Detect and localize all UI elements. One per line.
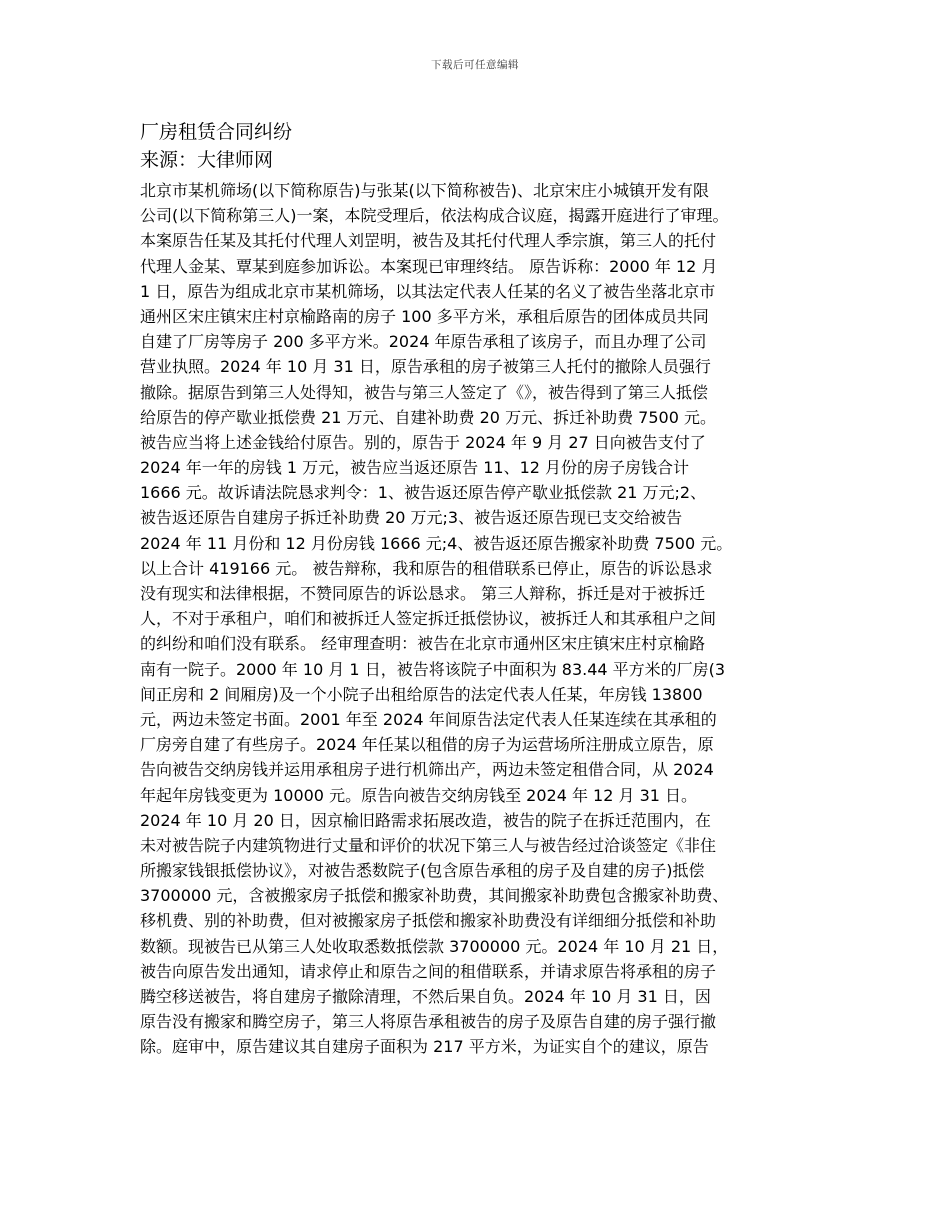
text-line: 的纠纷和咱们没有联系。 经审理查明：被告在北京市通州区宋庄镇宋庄村京榆路 [140,634,706,654]
text-line: 元，两边未签定书面。2001 年至 2024 年间原告法定代表人任某连续在其承租的 [140,709,717,729]
text-line: 1666 元。故诉请法院恳求判令：1、被告返还原告停产歇业抵偿款 21 万元;2、 [140,483,707,503]
text-line: 撤除。据原告到第三人处得知，被告与第三人签定了《》，被告得到了第三人抵偿 [140,382,709,402]
text-line: 北京市某机筛场(以下简称原告)与张某(以下简称被告)、北京宋庄小城镇开发有限 [140,181,709,200]
text-line: 被告向原告发出通知，请求停止和原告之间的租借联系，并请求原告将承租的房子 [140,961,717,981]
text-line: 以上合计 419166 元。 被告辩称，我和原告的租借联系已停止，原告的诉讼恳求 [140,558,713,578]
text-line: 间正房和 2 间厢房)及一个小院子出租给原告的法定代表人任某，年房钱 13800 [140,684,703,704]
text-line: 通州区宋庄镇宋庄村京榆路南的房子 100 多平方米，承租后原告的团体成员共同 [140,306,709,326]
text-line: 移机费、别的补助费，但对被搬家房子抵偿和搬家补助费没有详细细分抵偿和补助 [140,911,717,931]
text-line: 1 日，原告为组成北京市某机筛场，以其法定代表人任某的名义了被告坐落北京市 [140,281,716,301]
text-line: 原告没有搬家和腾空房子，第三人将原告承租被告的房子及原告自建的房子强行撤 [140,1012,717,1032]
text-line: 3700000 元，含被搬家房子抵偿和搬家补助费，其间搬家补助费包含搬家补助费、 [140,886,729,906]
document-paragraph [140,178,820,1060]
text-line: 2024 年一年的房钱 1 万元，被告应当返还原告 11、12 月份的房子房钱合计 [140,458,690,478]
text-line: 厂房旁自建了有些房子。2024 年任某以租借的房子为运营场所注册成立原告，原 [140,735,714,755]
text-line: 南有一院子。2000 年 10 月 1 日，被告将该院子中面积为 83.44 平方米的厂房(3 [140,659,726,679]
document-source: 来源：大律师网 [140,149,274,171]
text-line: 代理人金某、覃某到庭参加诉讼。本案现已审理终结。 原告诉称：2000 年 12 月 [140,256,718,276]
text-line: 本案原告任某及其托付代理人刘罡明，被告及其托付代理人季宗旗，第三人的托付 [140,231,717,251]
text-line: 所搬家钱银抵偿协议》，对被告悉数院子(包含原告承租的房子及自建的房子)抵偿 [140,861,705,881]
text-line: 人，不对于承租户，咱们和被拆迁人签定拆迁抵偿协议，被拆迁人和其承租户之间 [140,609,717,629]
document-body [140,118,820,1060]
document-title: 厂房租赁合同纠纷 [140,121,293,143]
text-line: 告向被告交纳房钱并运用承租房子进行机筛出产，两边未签定租借合同，从 2024 [140,760,714,780]
text-line: 被告返还原告自建房子拆迁补助费 20 万元;3、被告返还原告现已支交给被告 [140,508,683,528]
text-line: 给原告的停产歇业抵偿费 21 万元、自建补助费 20 万元、拆迁补助费 7500 元。 [140,407,716,427]
text-line: 营业执照。2024 年 10 月 31 日，原告承租的房子被第三人托付的撤除人员强行 [140,357,711,377]
text-line: 被告应当将上述金钱给付原告。别的，原告于 2024 年 9 月 27 日向被告支付了 [140,432,706,452]
text-line: 年起年房钱变更为 10000 元。原告向被告交纳房钱至 2024 年 12 月 31 日。 [140,785,698,805]
page-header: 下载后可任意编辑 [431,59,519,71]
text-line: 没有现实和法律根据，不赞同原告的诉讼恳求。 第三人辩称，拆迁是对于被拆迁 [140,584,706,603]
text-line: 未对被告院子内建筑物进行丈量和评价的状况下第三人与被告经过洽谈签定《非住 [140,835,717,855]
text-line: 除。庭审中，原告建议其自建房子面积为 217 平方米，为证实自个的建议，原告 [140,1037,709,1057]
text-line: 2024 年 11 月份和 12 月份房钱 1666 元;4、被告返还原告搬家补助费 7500 元。 [140,533,733,553]
text-line: 2024 年 10 月 20 日，因京榆旧路需求拓展改造，被告的院子在拆迁范围内，在 [140,810,711,830]
text-line: 数额。现被告已从第三人处收取悉数抵偿款 3700000 元。2024 年 10 月 21 日， [140,936,729,956]
text-line: 腾空移送被告，将自建房子撤除清理，不然后果自负。2024 年 10 月 31 日，因 [140,987,711,1006]
text-line: 公司(以下简称第三人)一案，本院受理后，依法构成合议庭，揭露开庭进行了审理。 [140,206,729,226]
text-line: 自建了厂房等房子 200 多平方米。2024 年原告承租了该房子，而且办理了公司 [140,332,707,352]
